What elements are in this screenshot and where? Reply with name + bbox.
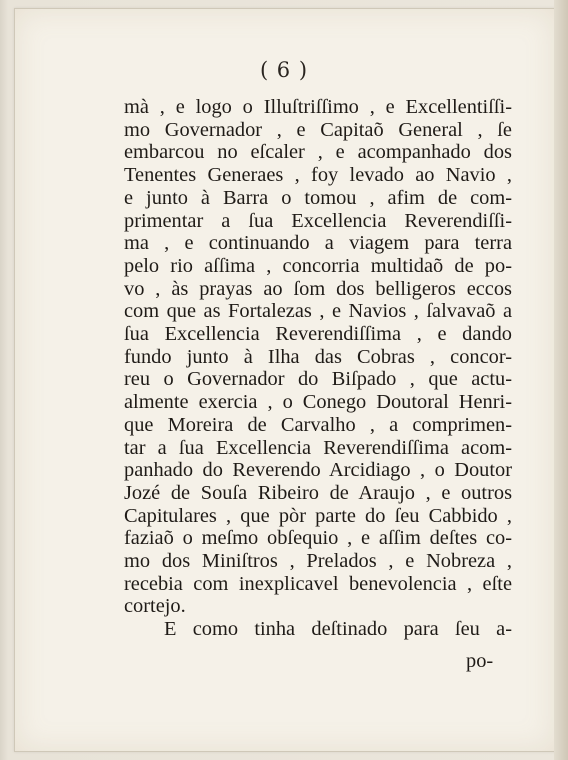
text-line: e junto à Barra o tomou , afim de com- [124,186,512,209]
text-line: com que as Fortalezas , e Navios , ſalvavaõ a [124,300,512,323]
text-line: ſua Excellencia Reverendiſſima , e dando [124,323,512,346]
text-line: Tenentes Generaes , foy levado ao Navio , [124,164,512,187]
text-line: fundo junto à Ilha das Cobras , concor- [124,345,512,368]
text-line: que Moreira de Carvalho , a comprimen- [124,413,512,436]
text-line: recebia com inexplicavel benevolencia , eſte [124,572,512,595]
text-line: Jozé de Souſa Ribeiro de Araujo , e outros [124,481,512,504]
text-line: mà , e logo o Illuſtriſſimo , e Excellentiſſi- [124,96,512,118]
text-line: pelo rio aſſima , concorria multidaõ de po- [124,254,512,277]
body-text [124,96,512,641]
text-line: almente exercia , o Conego Doutoral Henri- [124,391,512,414]
text-line-paragraph-end: cortejo. [124,595,186,618]
text-line: primentar a ſua Excellencia Reverendiſſi- [124,209,512,232]
catchword: po- [466,650,494,672]
text-line-paragraph-start: E como tinha deſtinado para ſeu a- [164,618,512,641]
facing-page-edge [554,0,568,760]
text-line: mo dos Miniſtros , Prelados , e Nobreza , [124,550,512,573]
page-number: ( 6 ) [259,58,309,82]
text-line: ma , e continuando a viagem para terra [124,232,512,255]
text-line: tar a ſua Excellencia Reverendiſſima acom- [124,436,512,459]
text-line: Capitulares , que pòr parte do ſeu Cabbido , [124,504,512,527]
text-line: faziaõ o meſmo obſequio , e aſſim deſtes co- [124,527,512,550]
text-line: reu o Governador do Biſpado , que actu- [124,368,512,391]
text-line: embarcou no eſcaler , e acompanhado dos [124,141,512,164]
text-line: panhado do Reverendo Arcidiago , o Doutor [124,459,512,482]
text-line: vo , às prayas ao ſom dos belligeros eccos [124,277,512,300]
text-line: mo Governador , e Capitaõ General , ſe [124,118,512,141]
